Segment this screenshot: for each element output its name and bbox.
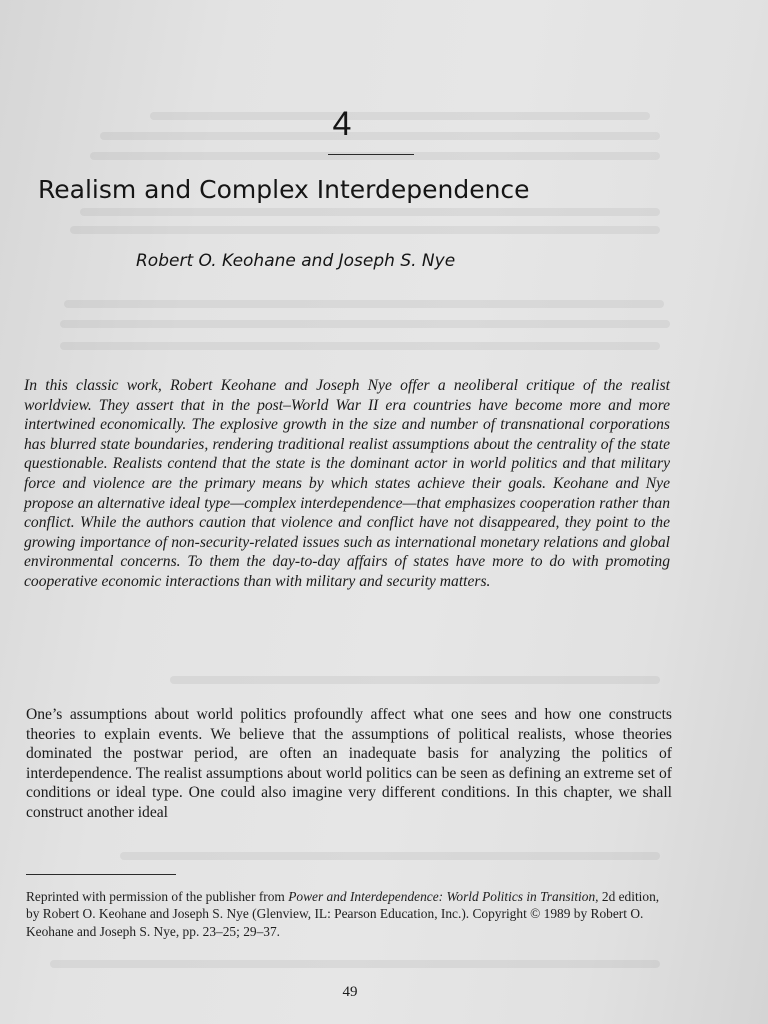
chapter-rule <box>328 154 414 155</box>
footnote-source-title: Power and Interdependence: World Politics in Transition <box>288 889 596 904</box>
chapter-abstract: In this classic work, Robert Keohane and Joseph Nye offer a neoliberal critique of the realist worldview. They assert that in the post–World War II era countries have become more and more intertwined economically. The explosive growth in the size and number of transnational corporations has blurred state boundaries, rendering traditional realist assumptions about the centrality of the state questionable. Realists contend that the state is the dominant actor in world politics and that military force and violence are the primary means by which states achieve their goals. Keohane and Nye propose an alternative ideal type—complex interdependence—that emphasizes cooperation rather than conflict. While the authors caution that violence and conflict have not disappeared, they point to the growing importance of non-security-related issues such as international monetary relations and global environmental concerns. To them the day-to-day affairs of states have more to do with promoting cooperative economic interactions than with military and security matters. <box>24 377 670 590</box>
page-number: 49 <box>342 984 358 1000</box>
permission-footnote <box>26 888 672 940</box>
footnote-text-end: , 2d edition, by Robert O. Keohane and Joseph S. Nye (Glenview, IL: Pearson Education, Inc.). Copyright © 1989 by Robert O. Keohane and Joseph S. Nye, pp. 23–25; 29–37. <box>26 889 660 939</box>
footnote-text-start: Reprinted with permission of the publisher from <box>26 889 289 904</box>
footnote-rule <box>26 874 176 875</box>
chapter-number: 4 <box>332 105 352 143</box>
body-paragraph: One’s assumptions about world politics profoundly affect what one sees and how one constructs theories to explain events. We believe that the assumptions of political realists, whose theories dominated the postwar period, are often an inadequate basis for analyzing the politics of interdependence. The realist assumptions about world politics can be seen as defining an extreme set of conditions or ideal type. One could also imagine very different conditions. In this chapter, we shall construct another ideal <box>26 706 672 821</box>
chapter-title: Realism and Complex Interdependence <box>38 175 530 204</box>
chapter-authors: Robert O. Keohane and Joseph S. Nye <box>136 251 456 271</box>
